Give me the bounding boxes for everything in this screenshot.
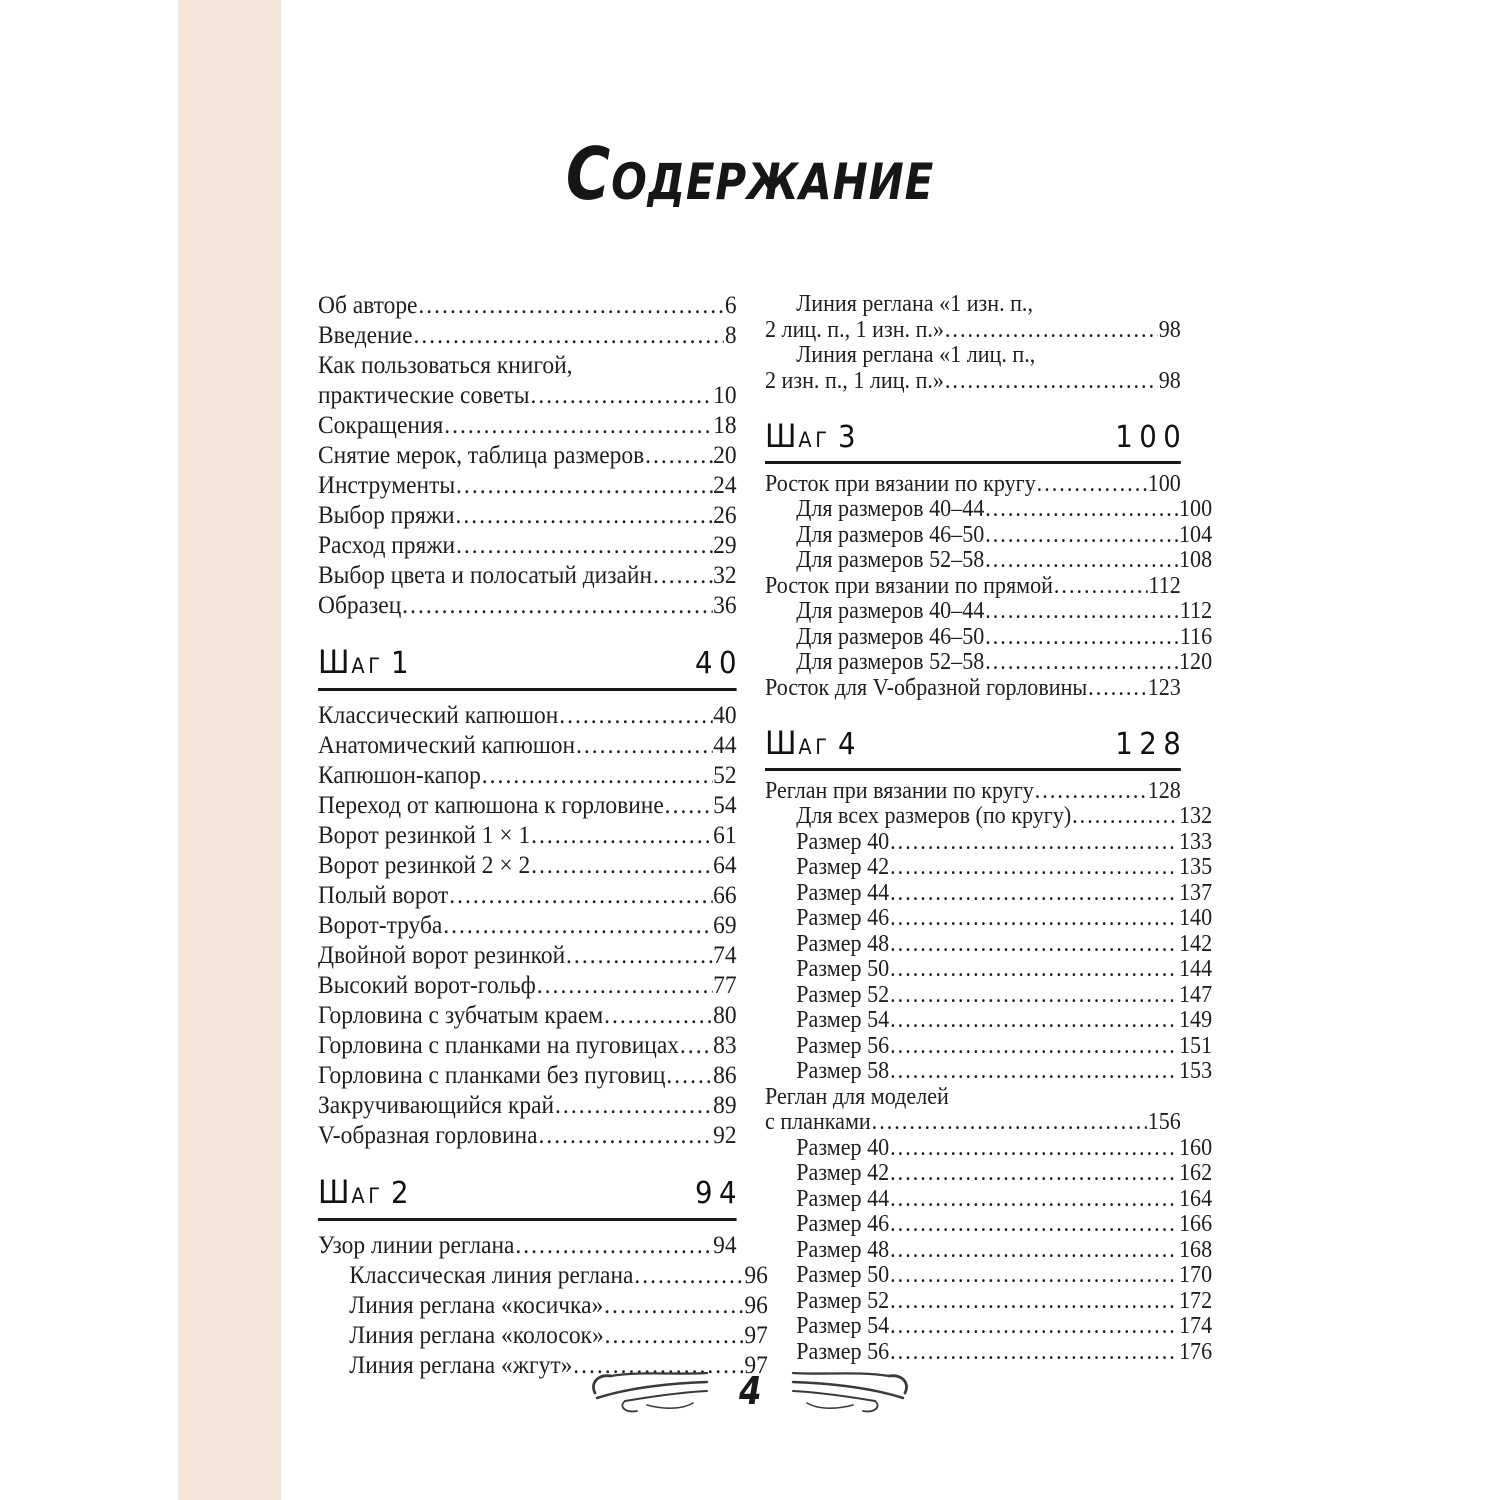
toc-entry-label: Размер 48 (796, 1236, 890, 1263)
toc-page-number: 92 (713, 1120, 737, 1149)
flourish-left-icon (581, 1368, 711, 1414)
toc-page-number: 69 (713, 910, 737, 939)
toc-entry (765, 676, 1181, 702)
toc-entry-label: Размер 44 (796, 1185, 890, 1212)
toc-dot-leader (890, 1034, 1178, 1060)
toc-entry-label: Закручивающийся край (318, 1090, 555, 1119)
toc-entry-label: Размер 56 (796, 1032, 890, 1059)
toc-entry-label: Ворот резинкой 2 × 2 (318, 850, 531, 879)
toc-entry-label: Росток при вязании по прямой (765, 572, 1053, 599)
toc-entry (765, 830, 1212, 856)
toc-entry-label: Снятие мерок, таблица размеров (318, 440, 645, 469)
toc-entry (765, 983, 1212, 1009)
toc-entry (765, 779, 1181, 805)
toc-dot-leader (890, 1340, 1178, 1366)
toc-dot-leader (890, 881, 1178, 907)
toc-page-number: 32 (713, 560, 737, 589)
toc-entry-label: Размер 52 (796, 981, 890, 1008)
toc-dot-leader (1037, 472, 1147, 498)
toc-dot-leader (890, 1136, 1178, 1162)
toc-entry-label: Размер 46 (796, 905, 890, 931)
toc-dot-leader (456, 530, 712, 560)
toc-dot-leader (985, 548, 1178, 574)
toc-page-number: 144 (1179, 956, 1213, 982)
toc-entry (765, 548, 1212, 574)
toc-dot-leader (413, 320, 723, 350)
toc-dot-leader (566, 940, 712, 970)
folio-page-number: 4 (738, 1369, 762, 1413)
toc-entry-label: Образец (318, 590, 402, 619)
toc-entry-label: Об авторе (318, 290, 418, 319)
toc-entry (318, 940, 737, 970)
toc-page-number: 160 (1179, 1134, 1213, 1161)
toc-entry-label: Линия реглана «1 изн. п., (796, 291, 1033, 317)
section-page-number: 100 (1115, 420, 1188, 455)
page-title: СОДЕРЖАНИЕ (565, 132, 935, 216)
toc-page-number: 174 (1179, 1313, 1213, 1339)
toc-dot-leader (456, 470, 712, 500)
toc-entry-label: Ворот-труба (318, 910, 443, 939)
toc-entry-label: Классическая линия реглана (349, 1260, 634, 1289)
toc-dot-leader (538, 1120, 712, 1150)
toc-entry (765, 472, 1181, 498)
toc-entry (318, 760, 737, 790)
toc-entry-label: Для размеров 40–44 (796, 496, 985, 522)
toc-page-number: 112 (1179, 598, 1213, 624)
toc-entry-label: Линия реглана «жгут» (349, 1350, 573, 1379)
toc-entry-label: практические советы (318, 380, 530, 409)
toc-entry (318, 560, 737, 590)
toc-entry (765, 1340, 1212, 1366)
toc-entry-label: Капюшон-капор (318, 760, 481, 789)
toc-dot-leader (555, 1090, 712, 1120)
toc-page-number: 96 (744, 1290, 768, 1319)
section-number: 4 (838, 727, 859, 762)
toc-entry-label: Высокий ворот-гольф (318, 970, 536, 999)
toc-entry (318, 1120, 737, 1150)
toc-entry (765, 1034, 1212, 1060)
toc-page-number: 108 (1179, 547, 1213, 573)
toc-entry-label: Введение (318, 320, 413, 349)
toc-page-number: 120 (1179, 649, 1213, 675)
toc-entry (318, 500, 737, 530)
toc-page-number: 74 (713, 940, 737, 969)
section-header (318, 643, 744, 691)
toc-page-number: 29 (713, 530, 737, 559)
toc-entry (318, 410, 737, 440)
toc-entry (765, 1289, 1212, 1315)
section-number: 1 (391, 646, 412, 681)
toc-entry (765, 599, 1212, 625)
toc-entry (765, 1059, 1212, 1085)
toc-entry-label: Размер 44 (796, 879, 890, 906)
section-number: 2 (391, 1176, 412, 1211)
toc-entry (765, 1212, 1212, 1238)
toc-page-number: 54 (713, 790, 737, 819)
toc-dot-leader (1054, 574, 1148, 600)
toc-dot-leader (1072, 804, 1178, 830)
toc-entry (765, 1187, 1212, 1213)
toc-entry-label: Сокращения (318, 410, 444, 439)
section-title (765, 417, 859, 455)
toc-page-number: 166 (1179, 1211, 1213, 1237)
toc-entry-label: Для размеров 46–50 (796, 623, 985, 650)
toc-page-number: 156 (1147, 1109, 1181, 1135)
toc-entry-label: Росток для V-образной горловины (765, 674, 1088, 701)
toc-page-number: 132 (1179, 803, 1213, 829)
toc-dot-leader (890, 1059, 1178, 1085)
toc-entry (765, 650, 1212, 676)
toc-entry (765, 523, 1212, 549)
toc-dot-leader (890, 957, 1178, 983)
toc-page-number: 140 (1179, 905, 1213, 931)
toc-page-number: 98 (1158, 367, 1181, 394)
toc-entry-label: Размер 46 (796, 1211, 890, 1237)
toc-entry (318, 1260, 768, 1290)
toc-dot-leader (449, 880, 712, 910)
toc-page-number: 44 (713, 730, 737, 759)
toc-page-number: 133 (1179, 828, 1213, 855)
toc-entry-label: с планками (765, 1109, 871, 1135)
toc-entry (765, 804, 1212, 830)
toc-entry (765, 1263, 1212, 1289)
toc-dot-leader (985, 497, 1178, 523)
toc-entry-label: Анатомический капюшон (318, 730, 576, 759)
toc-entry (765, 1136, 1212, 1162)
toc-entry (318, 350, 737, 380)
toc-entry-label: Размер 40 (796, 1134, 890, 1161)
toc-entry (318, 590, 737, 620)
toc-dot-leader (945, 318, 1158, 344)
toc-dot-leader (515, 1230, 712, 1260)
toc-page-number: 162 (1179, 1160, 1213, 1186)
toc-entry (765, 957, 1212, 983)
section-header (765, 724, 1188, 771)
toc-page-number: 151 (1179, 1032, 1213, 1059)
toc-entry (318, 1030, 737, 1060)
toc-entry-label: Для размеров 52–58 (796, 649, 985, 675)
section-title-rest: АГ (351, 654, 384, 678)
toc-entry-label: Для размеров 40–44 (796, 598, 985, 624)
toc-dot-leader (531, 850, 712, 880)
toc-dot-leader (890, 1187, 1178, 1213)
toc-dot-leader (666, 1060, 712, 1090)
toc-page-number: 153 (1179, 1058, 1213, 1084)
section-title-initial: Ш (318, 1173, 352, 1211)
toc-page-number: 137 (1179, 879, 1213, 906)
toc-entry (318, 880, 737, 910)
toc-dot-leader (418, 290, 724, 320)
toc-entry (765, 881, 1212, 907)
toc-dot-leader (531, 820, 712, 850)
toc-entry-label: Горловина с планками на пуговицах (318, 1030, 679, 1059)
toc-column (318, 290, 768, 1380)
toc-entry-label: Линия реглана «1 лиц. п., (796, 342, 1036, 368)
toc-dot-leader (645, 440, 712, 470)
toc-dot-leader (482, 760, 712, 790)
toc-page-number: 176 (1179, 1338, 1213, 1365)
toc-entry-label: Размер 54 (796, 1313, 890, 1339)
toc-entry (765, 906, 1212, 932)
toc-entry (765, 1314, 1212, 1340)
toc-page-number: 147 (1179, 981, 1213, 1008)
toc-entry (765, 497, 1212, 523)
toc-dot-leader (890, 1008, 1178, 1034)
section-page-number: 128 (1115, 727, 1188, 762)
toc-dot-leader (890, 1314, 1178, 1340)
toc-dot-leader (890, 830, 1178, 856)
toc-dot-leader (680, 1030, 712, 1060)
toc-dot-leader (985, 523, 1178, 549)
toc-page-number: 83 (713, 1030, 737, 1059)
toc-entry (318, 440, 737, 470)
toc-entry-label: 2 лиц. п., 1 изн. п.» (765, 316, 944, 343)
toc-page-number: 135 (1179, 854, 1213, 880)
toc-dot-leader (653, 560, 712, 590)
toc-page-number: 100 (1179, 496, 1213, 522)
toc-entry-label: Горловина с зубчатым краем (318, 1000, 604, 1029)
toc-dot-leader (455, 500, 712, 530)
toc-dot-leader (890, 1289, 1178, 1315)
toc-page-number: 94 (713, 1230, 737, 1259)
toc-entry-label: Размер 50 (796, 956, 890, 982)
toc-dot-leader (604, 1000, 712, 1030)
toc-dot-leader (890, 1161, 1178, 1187)
toc-entry-label: Как пользоваться книгой, (318, 350, 573, 379)
toc-entry-label: Двойной ворот резинкой (318, 940, 566, 969)
toc-page-number: 97 (744, 1350, 768, 1379)
section-title (765, 724, 859, 762)
toc-page-number: 128 (1147, 777, 1181, 804)
toc-dot-leader (890, 1263, 1178, 1289)
toc-entry (318, 1060, 737, 1090)
toc-entry (765, 1085, 1181, 1111)
toc-entry (318, 1000, 737, 1030)
toc-entry-label: Расход пряжи (318, 530, 456, 559)
toc-entry (318, 730, 737, 760)
toc-dot-leader (890, 906, 1178, 932)
toc-entry-label: Полый ворот (318, 880, 449, 909)
toc-page-number: 64 (713, 850, 737, 879)
toc-dot-leader (665, 790, 713, 820)
toc-entry (765, 932, 1212, 958)
toc-dot-leader (985, 625, 1179, 651)
toc-entry (765, 1161, 1212, 1187)
section-title-initial: Ш (318, 643, 352, 681)
toc-page-number: 80 (713, 1000, 737, 1029)
toc-page-number: 36 (713, 590, 737, 619)
toc-entry-label: Переход от капюшона к горловине (318, 790, 664, 819)
toc-dot-leader (530, 380, 712, 410)
toc-dot-leader (576, 730, 712, 760)
toc-page-number: 104 (1179, 521, 1213, 548)
section-page-number: 94 (695, 1176, 744, 1211)
toc-page-number: 170 (1179, 1262, 1213, 1288)
toc-entry (318, 1320, 768, 1350)
toc-entry-label: V-образная горловина (318, 1120, 538, 1149)
toc-page-number: 77 (713, 970, 737, 999)
toc-entry-label: Размер 42 (796, 854, 890, 880)
toc-page-number: 6 (724, 290, 737, 319)
toc-page-number: 123 (1147, 674, 1181, 701)
toc-page-number: 142 (1179, 930, 1213, 957)
toc-entry-label: Инструменты (318, 470, 456, 499)
toc-dot-leader (1035, 779, 1147, 805)
toc-page-number: 8 (724, 320, 737, 349)
toc-page-number: 164 (1179, 1185, 1213, 1212)
toc-entry (318, 380, 737, 410)
toc-page-number: 24 (713, 470, 737, 499)
toc-entry (318, 1290, 768, 1320)
toc-entry (765, 855, 1212, 881)
toc-entry-label: Размер 48 (796, 930, 890, 957)
toc-entry (765, 1238, 1212, 1264)
toc-entry-label: Выбор пряжи (318, 500, 455, 529)
toc-entry (318, 290, 737, 320)
toc-entry (318, 470, 737, 500)
toc-entry-label: Размер 42 (796, 1160, 890, 1186)
toc-dot-leader (872, 1110, 1147, 1136)
section-title (318, 643, 412, 681)
toc-entry (765, 1008, 1212, 1034)
section-title-rest: АГ (351, 1184, 384, 1208)
toc-entry-label: Классический капюшон (318, 700, 559, 729)
toc-entry (765, 292, 1212, 318)
section-title (318, 1173, 412, 1211)
toc-entry (318, 320, 737, 350)
toc-page-number: 26 (713, 500, 737, 529)
section-header (765, 417, 1188, 464)
toc-page-number: 40 (713, 700, 737, 729)
toc-entry (318, 850, 737, 880)
toc-entry-label: Линия реглана «колосок» (349, 1320, 604, 1349)
toc-dot-leader (604, 1290, 743, 1320)
section-title-initial: Ш (765, 417, 799, 455)
toc-entry (318, 970, 737, 1000)
toc-page-number: 18 (713, 410, 737, 439)
toc-entry (318, 1230, 737, 1260)
toc-page-number: 116 (1179, 623, 1213, 650)
toc-entry-label: Росток при вязании по кругу (765, 470, 1036, 497)
toc-entry-label: Узор линии реглана (318, 1230, 515, 1259)
toc-dot-leader (985, 650, 1178, 676)
toc-entry-label: Реглан при вязании по кругу (765, 777, 1034, 804)
toc-page-number: 100 (1147, 470, 1181, 497)
toc-dot-leader (890, 855, 1178, 881)
toc-dot-leader (985, 599, 1179, 625)
page-footer (318, 1368, 1182, 1414)
toc-page-number: 89 (713, 1090, 737, 1119)
toc-dot-leader (537, 970, 712, 1000)
toc-entry (318, 530, 737, 560)
toc-dot-leader (890, 932, 1178, 958)
section-title-rest: АГ (798, 735, 831, 759)
toc-dot-leader (890, 1238, 1178, 1264)
toc-dot-leader (605, 1320, 744, 1350)
toc-entry-label: Размер 40 (796, 828, 890, 855)
section-header (318, 1173, 744, 1221)
toc-entry-label: Линия реглана «косичка» (349, 1290, 604, 1319)
toc-dot-leader (444, 410, 712, 440)
toc-dot-leader (634, 1260, 743, 1290)
toc-dot-leader (559, 700, 712, 730)
page-spine-strip (178, 0, 281, 1500)
toc-entry (765, 318, 1181, 344)
toc-entry-label: Горловина с планками без пуговиц (318, 1060, 666, 1089)
section-page-number: 40 (695, 646, 744, 681)
toc-entry-label: Размер 56 (796, 1338, 890, 1365)
toc-entry-label: Размер 50 (796, 1262, 890, 1288)
toc-page-number: 61 (713, 820, 737, 849)
toc-page-number: 149 (1179, 1007, 1213, 1033)
toc-entry (318, 820, 737, 850)
toc-entry (318, 790, 737, 820)
section-number: 3 (838, 420, 859, 455)
toc-dot-leader (443, 910, 712, 940)
toc-entry-label: Ворот резинкой 1 × 1 (318, 820, 531, 849)
toc-page-number: 52 (713, 760, 737, 789)
toc-dot-leader (890, 1212, 1178, 1238)
toc-entry-label: Реглан для моделей (765, 1083, 949, 1110)
toc-entry (318, 700, 737, 730)
toc-entry-label: Выбор цвета и полосатый дизайн (318, 560, 653, 589)
toc-entry-label: Для всех размеров (по кругу) (796, 803, 1072, 829)
toc-entry-label: Для размеров 46–50 (796, 521, 985, 548)
flourish-right-icon (789, 1368, 919, 1414)
toc-page-number: 10 (713, 380, 737, 409)
toc-dot-leader (945, 369, 1158, 395)
toc-page-number: 20 (713, 440, 737, 469)
toc-page-number: 66 (713, 880, 737, 909)
toc-entry (318, 910, 737, 940)
section-title-rest: АГ (798, 428, 831, 452)
toc-entry (318, 1090, 737, 1120)
toc-dot-leader (402, 590, 712, 620)
toc-entry (765, 369, 1181, 395)
toc-entry (765, 625, 1212, 651)
toc-entry-label: 2 изн. п., 1 лиц. п.» (765, 367, 944, 394)
toc-dot-leader (1088, 676, 1147, 702)
toc-page-number: 97 (744, 1320, 768, 1349)
toc-page-number: 112 (1148, 572, 1181, 599)
toc-page-number: 172 (1179, 1287, 1213, 1314)
toc-entry (765, 1110, 1181, 1136)
toc-entry-label: Для размеров 52–58 (796, 547, 985, 573)
toc-page-number: 96 (744, 1260, 768, 1289)
toc-entry (765, 574, 1181, 600)
toc-entry-label: Размер 52 (796, 1287, 890, 1314)
toc-entry-label: Размер 58 (796, 1058, 890, 1084)
toc-page-number: 168 (1179, 1236, 1213, 1263)
toc-dot-leader (890, 983, 1178, 1009)
toc-entry-label: Размер 54 (796, 1007, 890, 1033)
toc-entry (765, 343, 1212, 369)
section-title-initial: Ш (765, 724, 799, 762)
toc-page-number: 86 (713, 1060, 737, 1089)
toc-column (765, 291, 1213, 1365)
toc-page-number: 98 (1158, 316, 1181, 343)
